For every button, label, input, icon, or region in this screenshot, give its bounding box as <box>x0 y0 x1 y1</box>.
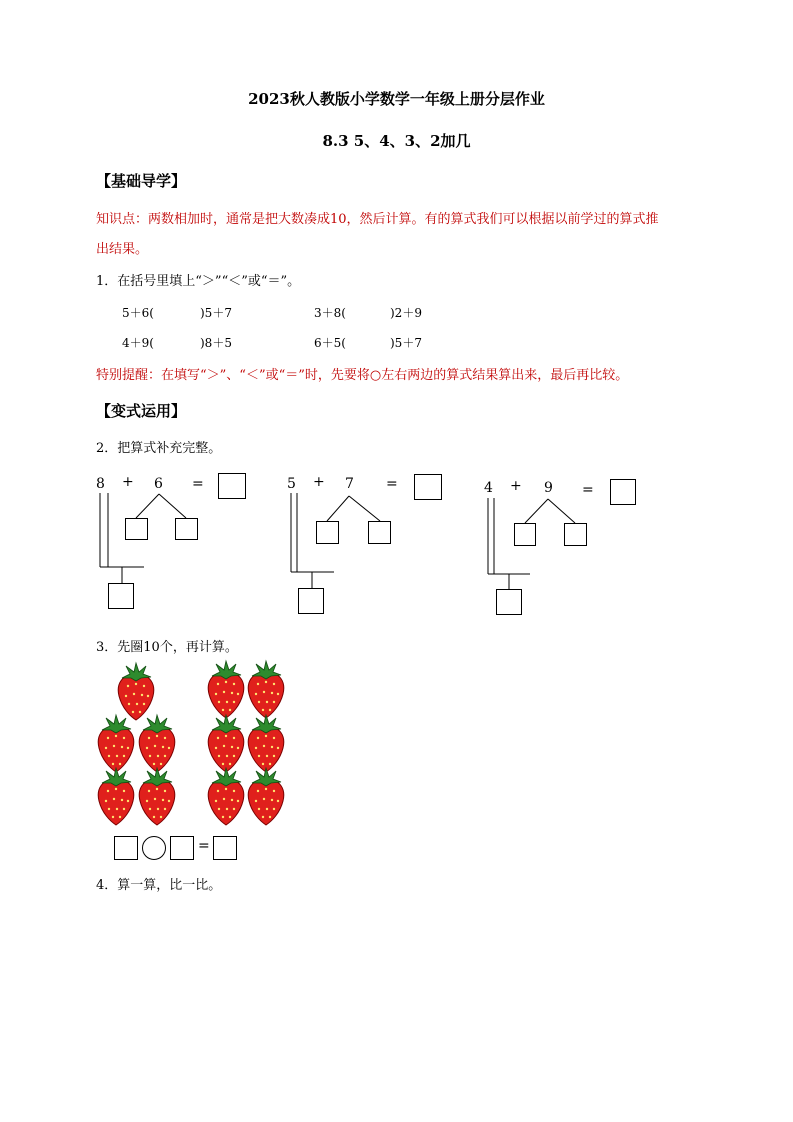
q1-expression-right: )5＋7 <box>200 306 232 320</box>
q2-plus-sign: + <box>122 474 134 490</box>
q2-addend-b: 9 <box>544 480 553 496</box>
q1-expression-left: 4＋9( <box>122 336 154 350</box>
knowledge-line-1: 知识点：两数相加时，通常是把大数凑成10，然后计算。有的算式我们可以根据以前学过的算式推 <box>96 212 659 227</box>
answer-box[interactable] <box>414 474 442 500</box>
question-2-prompt: 2．把算式补充完整。 <box>96 441 222 456</box>
q2-addend-a: 8 <box>96 476 105 492</box>
strawberry-icon <box>248 661 284 718</box>
q2-addend-a: 4 <box>484 480 493 496</box>
answer-box[interactable] <box>170 836 194 860</box>
q1-expression-right: )8＋5 <box>200 336 232 350</box>
q2-addend-b: 7 <box>345 476 354 492</box>
split-box[interactable] <box>564 523 587 546</box>
question-1-prompt: 1．在括号里填上“＞”“＜”或“＝”。 <box>96 274 301 289</box>
q2-plus-sign: + <box>313 474 325 490</box>
question-3-prompt: 3．先圈10个，再计算。 <box>96 640 238 655</box>
q2-equals-sign: = <box>386 476 398 492</box>
strawberry-icon <box>208 661 244 718</box>
answer-box[interactable] <box>114 836 138 860</box>
strawberry-icon <box>208 715 244 772</box>
section-heading-basic: 【基础导学】 <box>96 172 187 190</box>
answer-box[interactable] <box>298 588 324 614</box>
strawberry-icon <box>248 715 284 772</box>
q1-expression-left: 5＋6( <box>122 306 154 320</box>
q1-expression-right: )2＋9 <box>390 306 422 320</box>
answer-box[interactable] <box>610 479 636 505</box>
q2-addend-a: 5 <box>287 476 296 492</box>
split-box[interactable] <box>368 521 391 544</box>
strawberry-icon <box>139 768 175 825</box>
answer-box[interactable] <box>496 589 522 615</box>
q1-expression-right: )5＋7 <box>390 336 422 350</box>
knowledge-line-2: 出结果。 <box>96 242 149 257</box>
split-box[interactable] <box>316 521 339 544</box>
q2-equals-sign: = <box>582 482 594 498</box>
q2-addend-b: 6 <box>154 476 163 492</box>
strawberry-icon <box>208 768 244 825</box>
section-heading-variation: 【变式运用】 <box>96 402 187 420</box>
split-box[interactable] <box>175 518 198 540</box>
strawberry-icon <box>248 768 284 825</box>
q1-expression-left: 6＋5( <box>314 336 346 350</box>
q2-equals-sign: = <box>192 476 204 492</box>
circle-operator-icon[interactable] <box>142 836 166 860</box>
strawberry-icon <box>118 663 154 720</box>
page-title: 2023秋人教版小学数学一年级上册分层作业 <box>248 90 545 108</box>
q1-expression-left: 3＋8( <box>314 306 346 320</box>
split-box[interactable] <box>125 518 148 540</box>
split-box[interactable] <box>514 523 536 546</box>
strawberry-icon <box>98 768 134 825</box>
answer-box[interactable] <box>213 836 237 860</box>
answer-box[interactable] <box>108 583 134 609</box>
q3-equals-sign: = <box>198 838 210 854</box>
special-reminder: 特别提醒：在填写“＞”、“＜”或“＝”时，先要将○左右两边的算式结果算出来，最后再比较。 <box>96 368 629 383</box>
answer-box[interactable] <box>218 473 246 499</box>
page-subtitle: 8.3 5、4、3、2加几 <box>322 132 471 150</box>
strawberry-icon <box>139 715 175 772</box>
q2-plus-sign: + <box>510 478 522 494</box>
question-4-prompt: 4．算一算，比一比。 <box>96 878 222 893</box>
strawberry-icon <box>98 715 134 772</box>
